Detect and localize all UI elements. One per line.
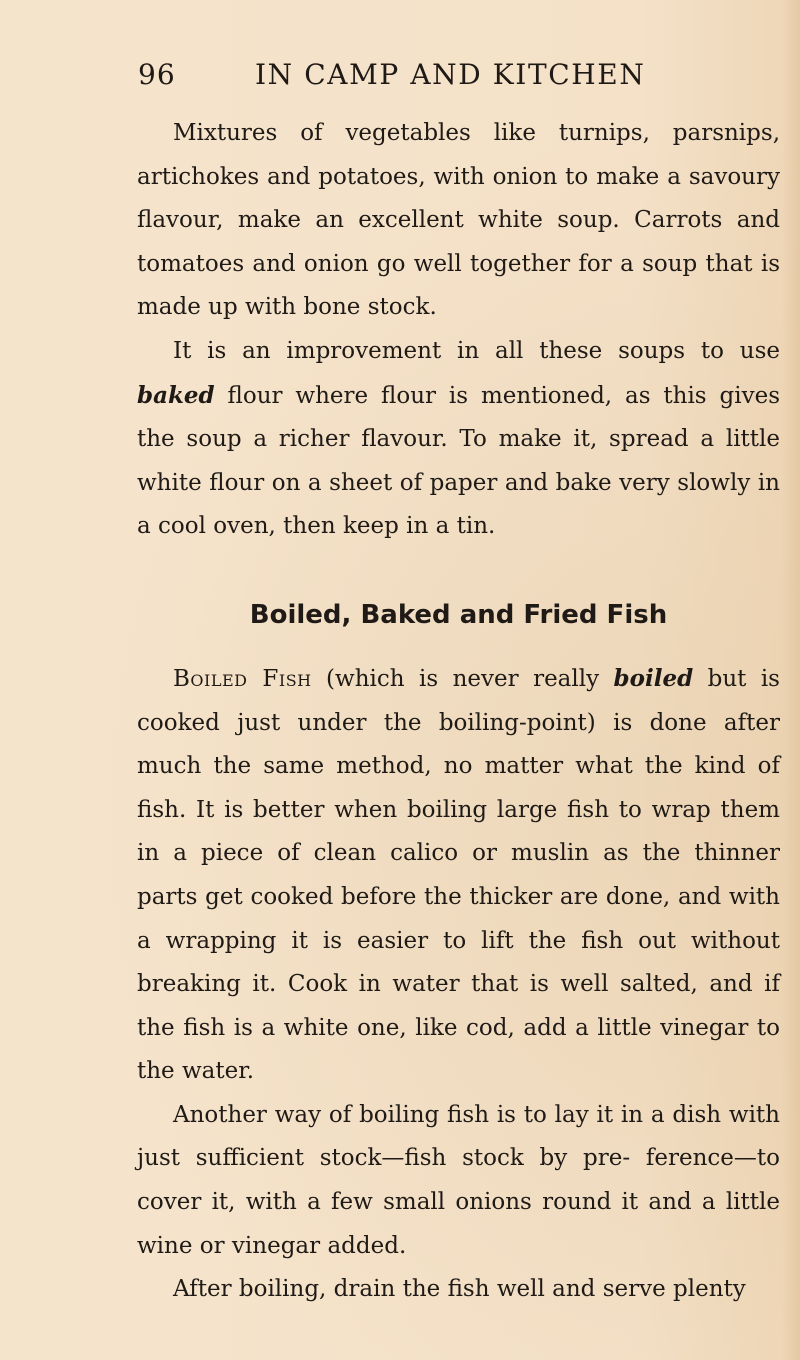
- paragraph-text: Another way of boiling fish is to lay it in a dish with just sufficient stock—fish stock by pre- ference—to cover it, with a few small onions round it and a little wine or vinegar added.: [137, 1101, 780, 1259]
- section-heading: Boiled, Baked and Fried Fish: [249, 599, 668, 630]
- paragraph-another-way: [137, 1094, 780, 1268]
- running-title: IN CAMP AND KITCHEN: [255, 58, 646, 91]
- emphasis-boiled: boiled: [613, 664, 694, 692]
- emphasis-baked: baked: [137, 381, 215, 409]
- paragraph-baked-flour: [137, 330, 780, 549]
- paragraph-text: but is cooked just under the boiling-point) is done after much the same method, no matter what the kind of fish. It is better when boiling large fish to wrap them in a piece of clean calico or muslin as the thinner parts get cooked before the thicker are done, and with a wrapping it is easier to lift the fish out without breaking it. Cook in water that is well salted, and if the fish is a white one, like cod, add a little vinegar to the water.: [137, 665, 780, 1085]
- paragraph-text: It is an improvement in all these soups to use: [173, 337, 780, 364]
- running-head: [138, 58, 778, 102]
- paragraph-text: Mixtures of vegetables like turnips, parsnips, artichokes and potatoes, with onion to make a savoury flavour, make an excellent white soup. Carrots and tomatoes and onion go well together for a soup that is made up with bone stock.: [137, 120, 780, 321]
- body-text: [137, 112, 780, 1312]
- paragraph-vegetable-soups: [137, 112, 780, 330]
- run-in-heading: Boiled Fish: [173, 665, 312, 692]
- page-edge-shadow: [782, 0, 800, 1360]
- paragraph-after-boiling: [137, 1268, 780, 1312]
- paragraph-text: flour where flour is mentioned, as this gives the soup a richer flavour. To make it, spread a little white flour on a sheet of paper and bake very slowly in a cool oven, then keep in a tin.: [137, 382, 780, 540]
- paragraph-boiled-fish: [137, 657, 780, 1094]
- page-number: 96: [138, 58, 176, 91]
- paragraph-text: (which is never really: [311, 665, 614, 692]
- paragraph-text: After boiling, drain the fish well and serve plenty: [173, 1276, 746, 1303]
